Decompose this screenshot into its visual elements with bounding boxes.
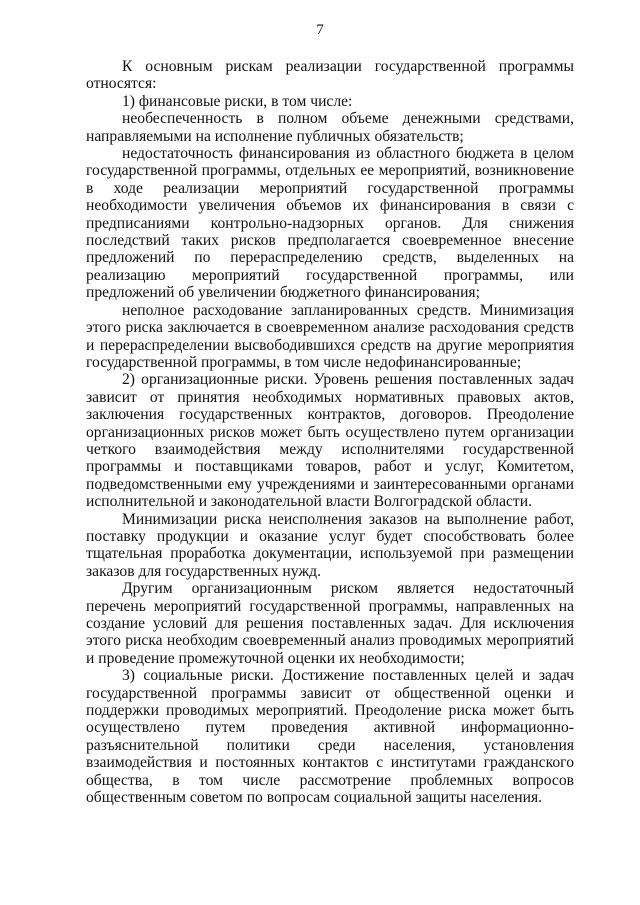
paragraph-financial-risks-heading: 1) финансовые риски, в том числе: [122,92,353,110]
paragraph-social-risks: 3) социальные риски. Достижение поставленных целей и задач государственной программы зависит от общественной оценки и поддержки проводимых мероприятий. Преодоление риска может быть осуществлено путем проведения активной информационно-разъяснительной политики среди населения, установления взаимодействия и постоянных контактов с институтами гражданского общества, в том числе рассмотрение проблемных вопросов общественным советом по вопросам социальной защиты населения. [86,667,574,807]
paragraph-incomplete-spending: неполное расходование запланированных средств. Минимизация этого риска заключается в своевременном анализе расходования средств и перераспределении высвободившихся средств на другие мероприятия государственной программы, в том числе недофинансированные; [86,301,574,371]
paragraph-intro: К основным рискам реализации государственной программы относятся: [86,58,574,93]
page-number: 7 [316,22,324,38]
paragraph-other-organizational-risk: Другим организационным риском является недостаточный перечень мероприятий государственной программы, направленных на создание условий для решения поставленных задач. Для исключения этого риска необходим своевременный анализ проводимых мероприятий и проведение промежуточной оценки их необходимости; [86,580,574,667]
paragraph-insufficient-financing: недостаточность финансирования из областного бюджета в целом государственной программы, отдельных ее мероприятий, возникновение в ходе реализации мероприятий государственной программы необходимости увеличения объемов их финансирования в связи с предписаниями контрольно-надзорных органов. Для снижения последствий таких рисков предполагается своевременное внесение предложений по перераспределению средств, выделенных на реализацию мероприятий государственной программы, или предложений об увеличении бюджетного финансирования; [86,145,574,302]
paragraph-organizational-risks: 2) организационные риски. Уровень решения поставленных задач зависит от принятия необходимых нормативных правовых актов, заключения государственных контрактов, договоров. Преодоление организационных рисков может быть осуществлено путем организации четкого взаимодействия между исполнителями государственной программы и поставщиками товаров, работ и услуг, Комитетом, подведомственными ему учреждениями и заинтересованными органами исполнительной и законодательной власти Волгоградской области. [86,371,574,511]
paragraph-order-risk-minimization: Минимизации риска неисполнения заказов на выполнение работ, поставку продукции и оказание услуг будет способствовать более тщательная проработка документации, используемой при размещении заказов для государственных нужд. [86,510,574,580]
document-body [86,58,574,806]
paragraph-funding-shortfall: необеспеченность в полном объеме денежными средствами, направляемыми на исполнение публичных обязательств; [86,110,574,145]
